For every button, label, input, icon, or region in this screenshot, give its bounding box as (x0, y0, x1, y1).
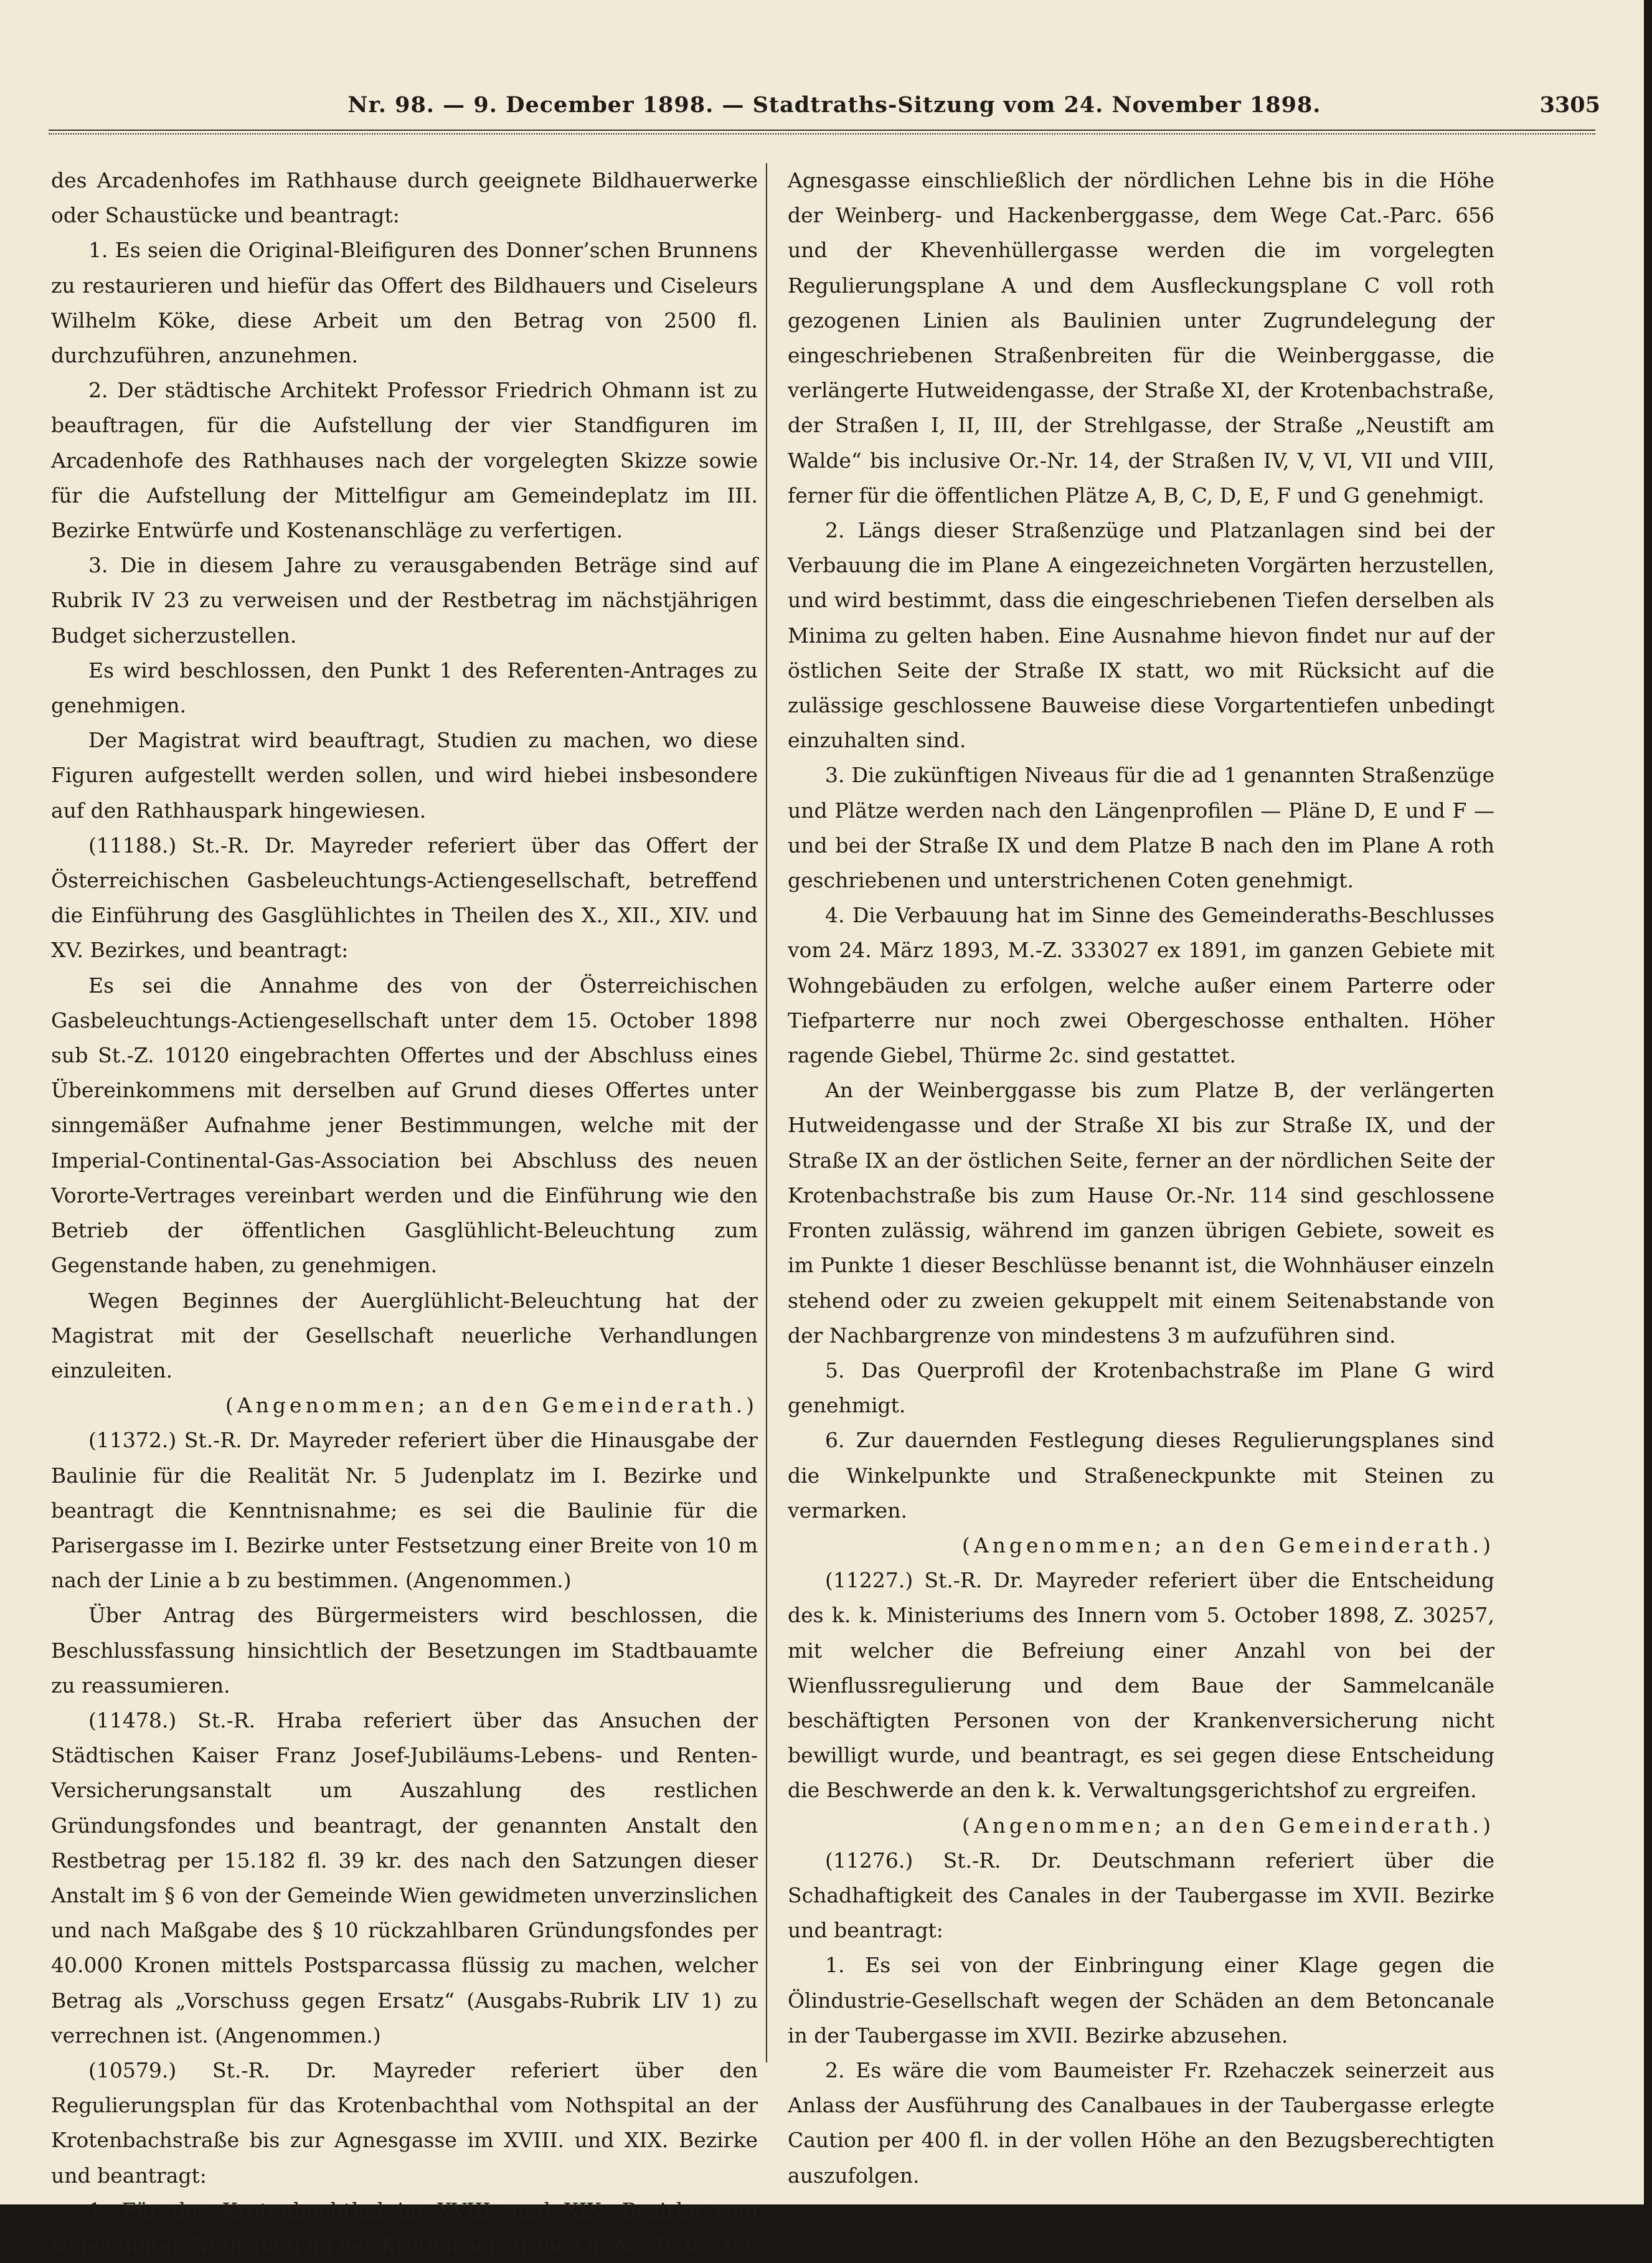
left-column (51, 163, 758, 2263)
paragraph: Es sei die Annahme des von der Österreichischen Gasbeleuchtungs-Actiengesellschaft unter dem 15. October 1898 sub St.-Z. 10120 eingebrachten Offertes und der Abschluss eines Übereinkommens mit derselben auf Grund dieses Offertes unter sinngemäßer Aufnahme jener Bestimmungen, welche mit der Imperial-Continental-Gas-Association bei Abschluss des neuen Vororte-Vertrages vereinbart werden und die Einführung wie den Betrieb der öffentlichen Gasglühlicht-Beleuchtung zum Gegenstande haben, zu genehmigen. (51, 973, 758, 1278)
paragraph: 3. Die in diesem Jahre zu verausgabenden Beträge sind auf Rubrik IV 23 zu verweisen und der Restbetrag im nächstjährigen Budget sicherzustellen. (51, 553, 758, 648)
paragraph: (11478.) St.-R. Hraba referiert über das Ansuchen der Städtischen Kaiser Franz Josef-Jubiläums-Lebens- und Renten-Versicherungsanstalt um Auszahlung des restlichen Gründungsfondes und beantragt, der genannten Anstalt den Restbetrag per 15.182 fl. 39 kr. des nach den Satzungen dieser Anstalt im § 6 von der Gemeinde Wien gewidmeten unverzinslichen und nach Maßgabe des § 10 rückzahlbaren Gründungsfondes per 40.000 Kronen mittels Postsparcassa flüssig zu machen, welcher Betrag als „Vorschuss gegen Ersatz“ (Ausgabs-Rubrik LIV 1) zu verrechnen ist. (Angenommen.) (51, 1708, 758, 2048)
paragraph: 4. Die Verbauung hat im Sinne des Gemeinderaths-Beschlusses vom 24. März 1893, M.-Z. 333027 ex 1891, im ganzen Gebiete mit Wohngebäuden zu erfolgen, welche außer einem Parterre oder Tiefparterre nur noch zwei Obergeschosse enthalten. Höher ragende Giebel, Thürme 2c. sind gestattet. (788, 903, 1494, 1068)
accepted-note: (Angenommen; an den Gemeinderath.) (961, 1813, 1494, 1838)
paragraph: Der Magistrat wird beauftragt, Studien zu machen, wo diese Figuren aufgestellt werden sollen, und wird hiebei insbesondere auf den Rathhauspark hingewiesen. (51, 728, 758, 823)
column-divider (766, 163, 767, 2062)
paragraph: 5. Das Querprofil der Krotenbachstraße im Plane G wird genehmigt. (788, 1358, 1494, 1418)
page-header (44, 92, 1600, 130)
paragraph: Agnesgasse einschließlich der nördlichen Lehne bis in die Höhe der Weinberg- und Hackenberggasse, dem Wege Cat.-Parc. 656 und der Khevenhüllergasse werden die im vorgelegten Regulierungsplane A und dem Ausfleckungsplane C voll roth gezogenen Linien als Baulinien unter Zugrundelegung der eingeschriebenen Straßenbreiten für die Weinberggasse, die verlängerte Hutweidengasse, der Straße XI, der Krotenbachstraße, der Straßen I, II, III, der Strehlgasse, der Straße „Neustift am Walde“ bis inclusive Or.-Nr. 14, der Straßen IV, V, VI, VII und VIII, ferner für die öffentlichen Plätze A, B, C, D, E, F und G genehmigt. (788, 168, 1494, 508)
page-number: 3305 (1539, 92, 1600, 118)
paragraph: (11188.) St.-R. Dr. Mayreder referiert über das Offert der Österreichischen Gasbeleuchtungs-Actiengesellschaft, betreffend die Einführung des Gasglühlichtes in Theilen des X., XII., XIV. und XV. Bezirkes, und beantragt: (51, 833, 758, 963)
paragraph: 3. Die zukünftigen Niveaus für die ad 1 genannten Straßenzüge und Plätze werden nach den Längenprofilen — Pläne D, E und F — und bei der Straße IX und dem Platze B nach den im Plane A roth geschriebenen und unterstrichenen Coten genehmigt. (788, 763, 1494, 893)
paragraph: An der Weinberggasse bis zum Platze B, der verlängerten Hutweidengasse und der Straße XI bis zur Straße IX, und der Straße IX an der östlichen Seite, ferner an der nördlichen Seite der Krotenbachstraße bis zum Hause Or.-Nr. 114 sind geschlossene Fronten zulässig, während im ganzen übrigen Gebiete, soweit es im Punkte 1 dieser Beschlüsse benannt ist, die Wohnhäuser einzeln stehend oder zu zweien gekuppelt mit einem Seitenabstande von der Nachbargrenze von mindestens 3 m aufzuführen sind. (788, 1078, 1494, 1348)
paragraph: 2. Es wäre die vom Baumeister Fr. Rzehaczek seinerzeit aus Anlass der Ausführung des Canalbaues in der Taubergasse erlegte Caution per 400 fl. in der vollen Höhe an den Bezugsberechtigten auszufolgen. (788, 2057, 1494, 2188)
paragraph: 1. Es sei von der Einbringung einer Klage gegen die Ölindustrie-Gesellschaft wegen der Schäden an dem Betoncanale in der Taubergasse im XVII. Bezirke abzusehen. (788, 1953, 1494, 2048)
accepted-note: (Angenommen; an den Gemeinderath.) (961, 1533, 1494, 1557)
paragraph: (11276.) St.-R. Dr. Deutschmann referiert über die Schadhaftigkeit des Canales in der Taubergasse im XVII. Bezirke und beantragt: (788, 1848, 1494, 1943)
paragraph: Es wird beschlossen, den Punkt 1 des Referenten-Antrages zu genehmigen. (51, 658, 758, 718)
paragraph: 6. Zur dauernden Festlegung dieses Regulierungsplanes sind die Winkelpunkte und Straßeneckpunkte mit Steinen zu vermarken. (788, 1428, 1494, 1523)
paragraph: (11372.) St.-R. Dr. Mayreder referiert über die Hinausgabe der Baulinie für die Realität Nr. 5 Judenplatz im I. Bezirke und beantragt die Kenntnisnahme; es sei die Baulinie für die Parisergasse im I. Bezirke unter Festsetzung einer Breite von 10 m nach der Linie a b zu bestimmen. (Angenommen.) (51, 1428, 758, 1593)
paragraph: (10579.) St.-R. Dr. Mayreder referiert über den Regulierungsplan für das Krotenbachthal vom Nothspital an der Krotenbachstraße bis zur Agnesgasse im XVIII. und XIX. Bezirke und beantragt: (51, 2057, 758, 2188)
paragraph: 2. Längs dieser Straßenzüge und Platzanlagen sind bei der Verbauung die im Plane A eingezeichneten Vorgärten herzustellen, und wird bestimmt, dass die eingeschriebenen Tiefen derselben als Minima zu gelten haben. Eine Ausnahme hievon findet nur auf der östlichen Seite der Straße IX statt, wo mit Rücksicht auf die zulässige geschlossene Bauweise diese Vorgartentiefen unbedingt einzuhalten sind. (788, 518, 1494, 753)
paragraph: Wegen Beginnes der Auerglühlicht-Beleuchtung hat der Magistrat mit der Gesellschaft neuerliche Verhandlungen einzuleiten. (51, 1288, 758, 1382)
paragraph: Über Antrag des Bürgermeisters wird beschlossen, die Beschlussfassung hinsichtlich der Besetzungen im Stadtbauamte zu reassumieren. (51, 1603, 758, 1698)
header-rule (49, 130, 1595, 135)
accepted-note: (Angenommen; an den Gemeinderath.) (225, 1393, 758, 1418)
paragraph: 1. Für das Krotenbachthal im XVIII. und XIX. Bezirke vom sogenannten Nothspital an der Krotenbachstraße Or.-Nr. 76 bis zur (51, 2198, 758, 2257)
header-title: Nr. 98. — 9. December 1898. — Stadtraths-Sitzung vom 24. November 1898. (347, 92, 1321, 118)
paragraph: 1. Es seien die Original-Bleifiguren des Donner’schen Brunnens zu restaurieren und hiefür das Offert des Bildhauers und Ciseleurs Wilhelm Köke, diese Arbeit um den Betrag von 2500 fl. durchzuführen, anzunehmen. (51, 238, 758, 368)
paragraph: 2. Der städtische Architekt Professor Friedrich Ohmann ist zu beauftragen, für die Aufstellung der vier Standfiguren im Arcadenhofe des Rathhauses nach der vorgelegten Skizze sowie für die Aufstellung der Mittelfigur am Gemeindeplatz im III. Bezirke Entwürfe und Kostenanschläge zu verfertigen. (51, 378, 758, 543)
paragraph: (11227.) St.-R. Dr. Mayreder referiert über die Entscheidung des k. k. Ministeriums des Innern vom 5. October 1898, Z. 30257, mit welcher die Befreiung einer Anzahl von bei der Wienflussregulierung und dem Baue der Sammelcanäle beschäftigten Personen von der Krankenversicherung nicht bewilligt wurde, und beantragt, es sei gegen diese Entscheidung die Beschwerde an den k. k. Verwaltungsgerichtshof zu ergreifen. (788, 1568, 1494, 1803)
right-column (788, 163, 1494, 2193)
paragraph: des Arcadenhofes im Rathhause durch geeignete Bildhauerwerke oder Schaustücke und beantragt: (51, 168, 758, 228)
